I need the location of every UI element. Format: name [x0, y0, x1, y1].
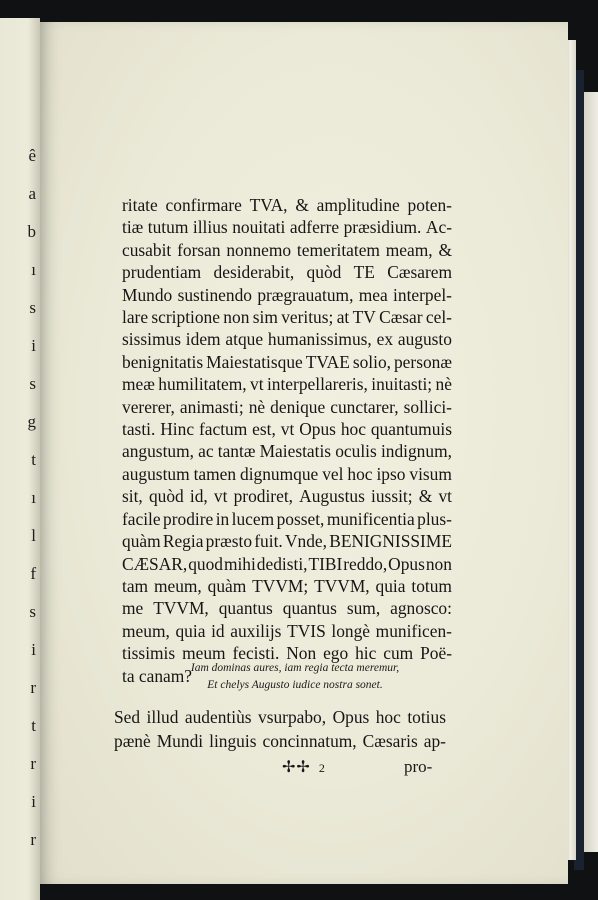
text-line: Mundo sustinendo prægrauatum, mea interpel- — [122, 284, 452, 305]
text-line: sissimus idem atque humanissimus, ex augusto — [122, 329, 452, 350]
text-line: facile prodire in lucem posset, munificentia plus- — [122, 508, 452, 529]
margin-glyph: f — [30, 564, 36, 583]
margin-glyph: r — [30, 678, 36, 697]
book-board-edge — [584, 92, 598, 852]
text-line: benignitatis Maiestatisque TVAE solio, personæ — [122, 351, 452, 372]
text-line: meum, quia id auxilijs TVIS longè munificen- — [122, 620, 452, 641]
margin-glyph: i — [31, 792, 36, 811]
margin-glyph: t — [31, 716, 36, 735]
margin-glyph: r — [30, 754, 36, 773]
cross-ornament-icon: ✢✢ — [282, 759, 311, 776]
text-line: cusabit forsan nonnemo temeritatem meam, & — [122, 239, 452, 260]
text-line: augustum tamen dignumque vel hoc ipso visum — [122, 463, 452, 484]
margin-glyph: i — [31, 640, 36, 659]
verse-quotation — [140, 660, 450, 694]
verse-line: Et chelys Augusto iudice nostra sonet. — [207, 679, 383, 691]
margin-glyph: ê — [28, 146, 36, 165]
margin-glyph: a — [28, 184, 36, 203]
text-line: sit, quòd id, vt prodiret, Augustus iussit; & vt — [122, 486, 452, 507]
signature-number: 2 — [318, 761, 326, 775]
margin-glyph: s — [29, 298, 36, 317]
text-line: angustum, ac tantæ Maiestatis oculis indignum, — [122, 441, 452, 462]
text-line: prudentiam desiderabit, quòd TE Cæsarem — [122, 262, 452, 283]
text-line: quàm Regia præsto fuit. Vnde, BENIGNISSIME — [122, 531, 452, 552]
margin-glyph: b — [27, 222, 36, 241]
margin-glyph: t — [31, 450, 36, 469]
margin-glyph: ı — [31, 260, 36, 279]
margin-glyph: l — [31, 526, 36, 545]
text-line: ritate confirmare TVA, & amplitudine poten- — [122, 195, 452, 215]
verse-line: Iam dominas aures, iam regia tecta meremur, — [190, 662, 400, 674]
margin-glyph: s — [29, 374, 36, 393]
margin-glyph: g — [27, 412, 36, 431]
text-line: tissimis meum fecisti. Non ego hic cum Poë- — [122, 643, 452, 664]
text-line: tiæ tutum illius nouitati adferre præsidium. Ac- — [122, 217, 452, 238]
text-line: lare scriptione non sim veritus; at TV Cæsar cel- — [122, 307, 452, 328]
previous-page-edge — [0, 18, 40, 900]
text-line: meæ humilitatem, vt interpellareris, inuitasti; nè — [122, 374, 452, 395]
text-line: me TVVM, quantus quantus sum, agnosco: — [122, 598, 452, 619]
catchword: pro- — [404, 757, 433, 776]
closing-paragraph — [114, 705, 446, 753]
margin-glyph: i — [31, 336, 36, 355]
text-line: CÆSAR, quod mihi dedisti, TIBI reddo, Opus non — [122, 553, 452, 574]
text-line: tam meum, quàm TVVM; TVVM, quia totum — [122, 575, 452, 596]
text-line: ta canam? — [122, 665, 192, 686]
text-line: Sed illud audentiùs vsurpabo, Opus hoc totius — [114, 707, 446, 727]
dedication-body — [122, 194, 452, 687]
margin-glyph: s — [29, 602, 36, 621]
margin-glyph: ı — [31, 488, 36, 507]
book-page — [40, 22, 568, 884]
text-line: vererer, animasti; nè denique cunctarer, sollici- — [122, 396, 452, 417]
signature-mark — [282, 757, 326, 777]
text-line: pænè Mundi linguis concinnatum, Cæsaris ap- — [114, 731, 446, 751]
text-line: tasti. Hinc factum est, vt Opus hoc quantumuis — [122, 419, 452, 440]
margin-glyph: r — [30, 830, 36, 849]
